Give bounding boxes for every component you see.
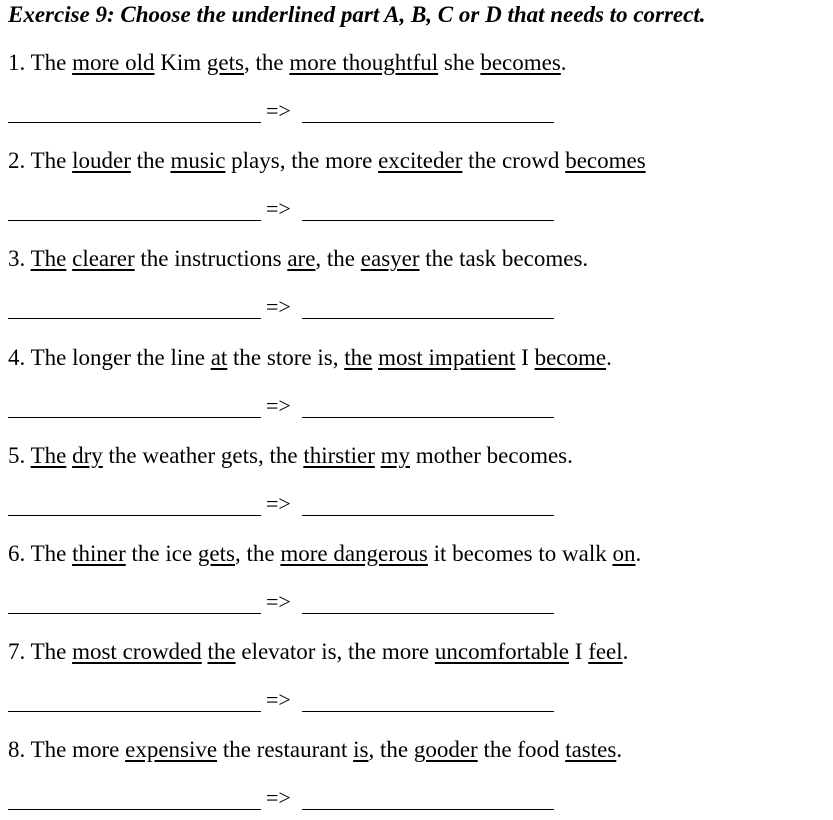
- question-sentence: [8, 345, 612, 371]
- underlined-option: thirstier: [303, 442, 375, 468]
- answer-blank-error[interactable]: [8, 613, 261, 614]
- sentence-text: .: [606, 344, 612, 370]
- sentence-text: 3.: [8, 246, 31, 272]
- underlined-option: the: [207, 639, 236, 665]
- underlined-option: thiner: [72, 541, 126, 566]
- sentence-text: , the: [234, 541, 281, 566]
- answer-row: [8, 492, 568, 520]
- answer-row: [8, 295, 568, 323]
- underlined-option: clearer: [72, 246, 135, 272]
- sentence-text: the food: [477, 737, 566, 763]
- underlined-option: The: [30, 442, 67, 468]
- question-sentence: [8, 443, 573, 469]
- answer-row: [8, 394, 568, 422]
- sentence-text: .: [635, 541, 642, 566]
- answer-blank-correction[interactable]: [302, 417, 554, 418]
- underlined-option: feel: [588, 639, 623, 665]
- arrow-symbol: =>: [266, 392, 291, 418]
- answer-blank-correction[interactable]: [302, 220, 554, 221]
- sentence-text: , the: [315, 246, 361, 272]
- underlined-option: expensive: [125, 737, 218, 763]
- sentence-text: .: [616, 737, 623, 763]
- answer-blank-correction[interactable]: [302, 122, 554, 123]
- question-sentence: [8, 148, 646, 174]
- arrow-symbol: =>: [266, 294, 291, 320]
- underlined-option: The: [30, 246, 67, 272]
- underlined-option: music: [170, 148, 226, 174]
- arrow-symbol: =>: [266, 589, 291, 614]
- sentence-text: the ice: [125, 541, 198, 566]
- answer-row: [8, 197, 568, 225]
- arrow-symbol: =>: [266, 98, 291, 123]
- answer-row: [8, 590, 568, 618]
- underlined-option: more dangerous: [280, 541, 428, 566]
- sentence-text: the weather gets, the: [102, 442, 304, 468]
- underlined-option: louder: [72, 148, 131, 174]
- answer-blank-error[interactable]: [8, 809, 261, 810]
- question-sentence: [8, 50, 567, 76]
- sentence-text: .: [622, 639, 629, 665]
- answer-blank-error[interactable]: [8, 220, 261, 221]
- underlined-option: uncomfortable: [434, 639, 570, 665]
- arrow-symbol: =>: [266, 196, 291, 222]
- sentence-text: mother becomes.: [410, 442, 573, 468]
- underlined-option: are: [287, 246, 316, 272]
- question-sentence: [8, 246, 588, 272]
- sentence-text: the restaurant: [217, 737, 354, 763]
- underlined-option: becomes: [565, 148, 646, 174]
- underlined-option: becomes: [480, 50, 561, 75]
- arrow-symbol: =>: [266, 785, 291, 811]
- arrow-symbol: =>: [266, 687, 291, 713]
- sentence-text: , the: [368, 737, 414, 763]
- sentence-text: Kim: [154, 50, 207, 75]
- underlined-option: become: [534, 344, 607, 370]
- sentence-text: the instructions: [134, 246, 288, 272]
- underlined-option: tastes: [565, 737, 617, 763]
- sentence-text: 4. The longer the line: [8, 344, 211, 370]
- sentence-text: 7. The: [8, 639, 73, 665]
- sentence-text: 8. The more: [8, 737, 126, 763]
- underlined-option: exciteder: [378, 148, 463, 174]
- sentence-text: the task becomes.: [419, 246, 589, 272]
- sentence-text: the: [130, 148, 171, 174]
- sentence-text: 5.: [8, 442, 31, 468]
- sentence-text: 2. The: [8, 148, 73, 174]
- sentence-text: , the: [243, 50, 290, 75]
- underlined-option: easyer: [360, 246, 420, 272]
- underlined-option: gets: [197, 541, 235, 566]
- sentence-text: plays, the more: [225, 148, 379, 174]
- answer-row: [8, 99, 568, 127]
- underlined-option: most crowded: [72, 639, 202, 665]
- answer-blank-error[interactable]: [8, 318, 261, 319]
- answer-blank-correction[interactable]: [302, 515, 554, 516]
- underlined-option: my: [380, 442, 410, 468]
- answer-blank-correction[interactable]: [302, 711, 554, 712]
- answer-blank-error[interactable]: [8, 711, 261, 712]
- sentence-text: elevator is, the more: [235, 639, 435, 665]
- sentence-text: .: [560, 50, 567, 75]
- answer-blank-correction[interactable]: [302, 613, 554, 614]
- underlined-option: at: [210, 344, 228, 370]
- answer-row: [8, 688, 568, 716]
- underlined-option: gooder: [413, 737, 478, 763]
- underlined-option: more old: [72, 50, 155, 75]
- sentence-text: I: [515, 344, 535, 370]
- sentence-text: the crowd: [462, 148, 566, 174]
- question-sentence: [8, 639, 628, 665]
- exercise-title: Exercise 9: Choose the underlined part A, B, C or D that needs to correct.: [8, 2, 706, 27]
- answer-blank-error[interactable]: [8, 122, 261, 123]
- underlined-option: the: [344, 344, 373, 370]
- question-sentence: [8, 541, 641, 567]
- question-sentence: [8, 737, 622, 763]
- underlined-option: is: [353, 737, 369, 763]
- underlined-option: dry: [72, 442, 103, 468]
- sentence-text: the store is,: [227, 344, 345, 370]
- arrow-symbol: =>: [266, 490, 291, 516]
- underlined-option: more thoughtful: [289, 50, 439, 75]
- underlined-option: gets: [206, 50, 244, 75]
- sentence-text: she: [438, 50, 481, 75]
- answer-blank-correction[interactable]: [302, 809, 554, 810]
- underlined-option: most impatient: [378, 344, 516, 370]
- answer-blank-error[interactable]: [8, 515, 261, 516]
- sentence-text: I: [569, 639, 589, 665]
- answer-blank-error[interactable]: [8, 417, 261, 418]
- answer-blank-correction[interactable]: [302, 318, 554, 319]
- answer-row: [8, 786, 568, 814]
- sentence-text: it becomes to walk: [427, 541, 613, 566]
- underlined-option: on: [612, 541, 636, 566]
- sentence-text: 6. The: [8, 541, 73, 566]
- sentence-text: 1. The: [8, 50, 73, 75]
